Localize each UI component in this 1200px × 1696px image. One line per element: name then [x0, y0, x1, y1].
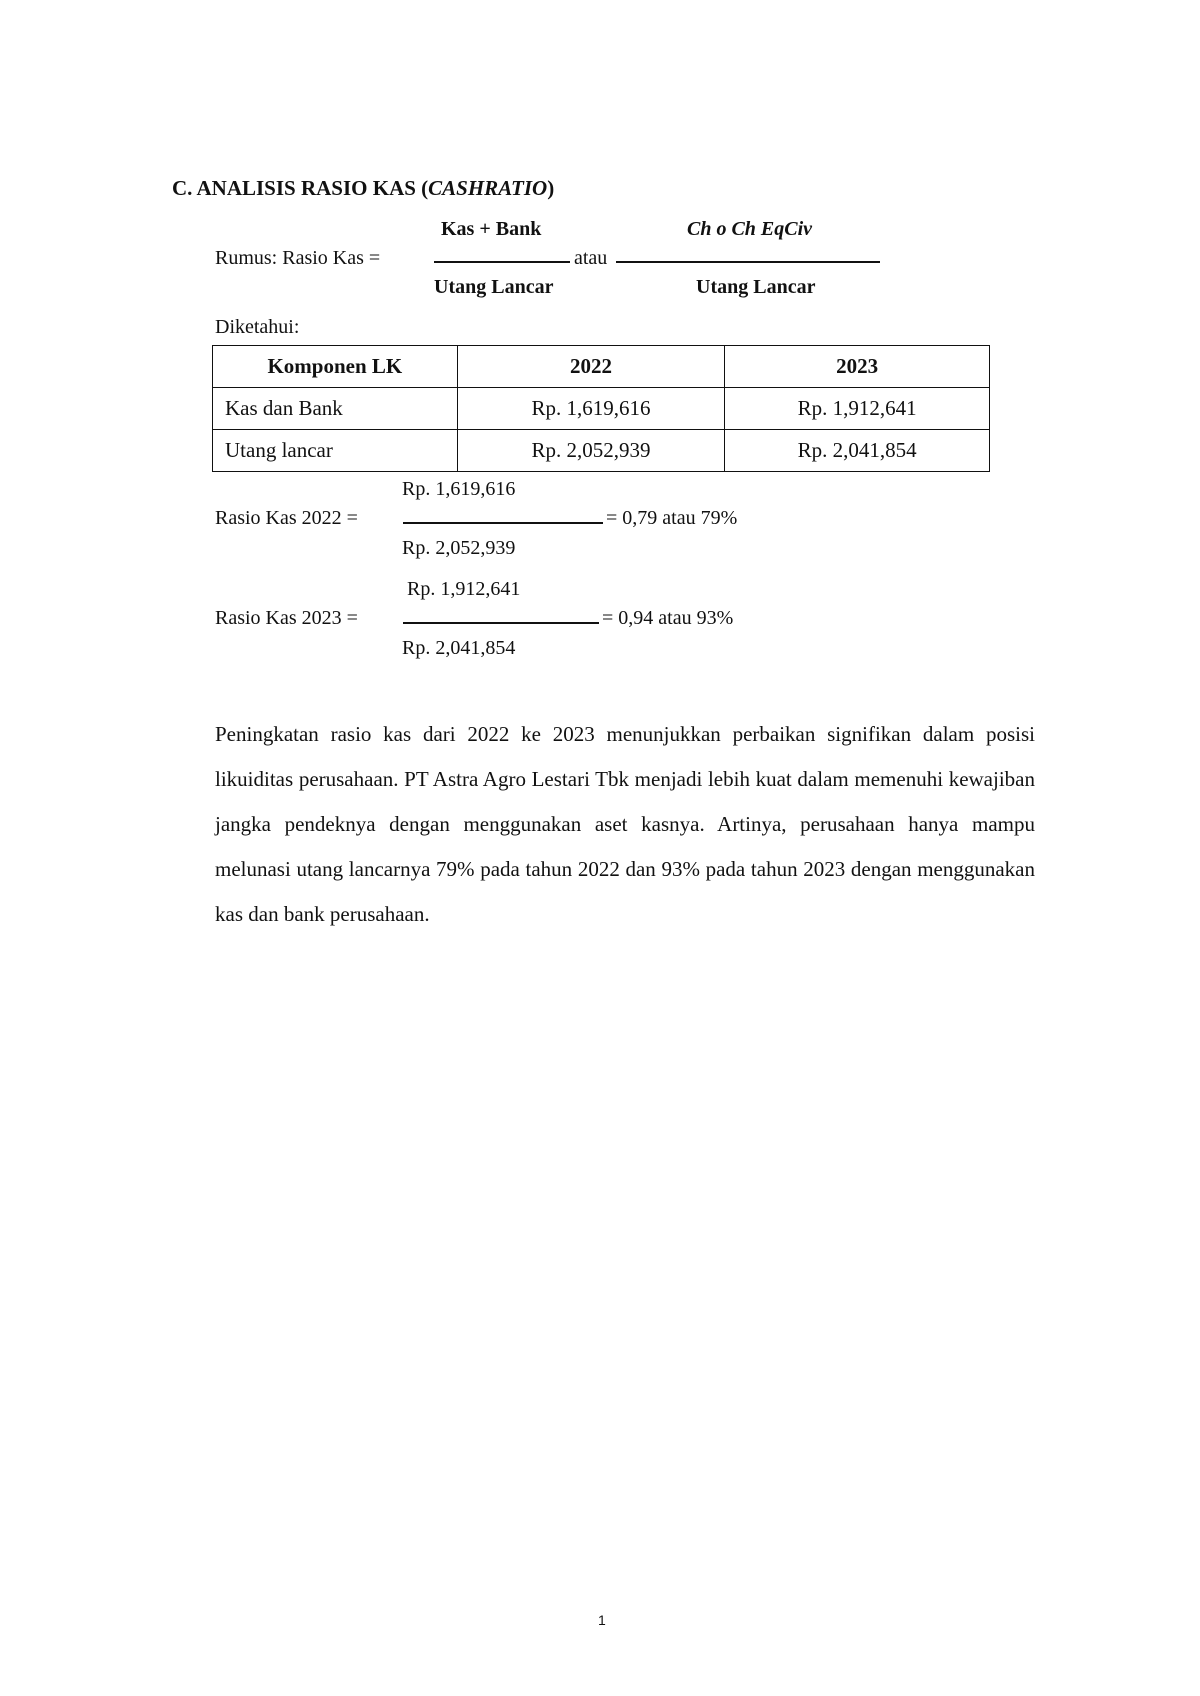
- calc-2022-denominator: Rp. 2,052,939: [402, 537, 516, 559]
- formula-numerator-2: Ch o Ch EqCiv: [687, 218, 813, 240]
- conclusion-paragraph: Peningkatan rasio kas dari 2022 ke 2023 menunjukkan perbaikan signifikan dalam posisi likuiditas perusahaan. PT Astra Agro Lestari Tbk menjadi lebih kuat dalam memenuhi kewajiban jangka pendeknya dengan menggunakan aset kasnya. Artinya, perusahaan hanya mampu melunasi utang lancarnya 79% pada tahun 2022 dan 93% pada tahun 2023 dengan menggunakan kas dan bank perusahaan.: [215, 722, 1035, 926]
- formula-or-word: atau: [574, 247, 608, 269]
- table-header-cell: 2023: [725, 346, 990, 388]
- table-header-cell: Komponen LK: [213, 346, 458, 388]
- table-cell: Utang lancar: [213, 430, 458, 472]
- formula-denominator-2: Utang Lancar: [696, 276, 816, 298]
- table-cell: Rp. 1,912,641: [725, 388, 990, 430]
- calc-2023-fraction-line: [403, 622, 599, 624]
- calc-2023-denominator: Rp. 2,041,854: [402, 637, 516, 659]
- section-heading: C. ANALISIS RASIO KAS (CASHRATIO): [172, 176, 555, 200]
- calc-2023-label: Rasio Kas 2023 =: [215, 607, 358, 629]
- calc-2022-result: = 0,79 atau 79%: [606, 507, 738, 529]
- table-row: [213, 430, 990, 472]
- page-number: 1: [598, 1612, 606, 1628]
- known-label: Diketahui:: [215, 316, 300, 338]
- calc-2022-numerator: Rp. 1,619,616: [402, 478, 516, 500]
- table-header-cell: 2022: [457, 346, 725, 388]
- table-cell: Kas dan Bank: [213, 388, 458, 430]
- calc-2022-label: Rasio Kas 2022 =: [215, 507, 358, 529]
- calc-2023-result: = 0,94 atau 93%: [602, 607, 734, 629]
- formula-fraction-line-2: [616, 261, 880, 263]
- table-cell: Rp. 2,052,939: [457, 430, 725, 472]
- formula-fraction-line-1: [434, 261, 570, 263]
- formula-denominator-1: Utang Lancar: [434, 276, 554, 298]
- table-cell: Rp. 1,619,616: [457, 388, 725, 430]
- calc-2022-fraction-line: [403, 522, 603, 524]
- components-table: [212, 345, 990, 472]
- formula-label: Rumus: Rasio Kas =: [215, 247, 381, 269]
- table-header-row: [213, 346, 990, 388]
- formula-numerator-1: Kas + Bank: [441, 218, 542, 240]
- table-cell: Rp. 2,041,854: [725, 430, 990, 472]
- table-row: [213, 388, 990, 430]
- calc-2023-numerator: Rp. 1,912,641: [407, 578, 521, 600]
